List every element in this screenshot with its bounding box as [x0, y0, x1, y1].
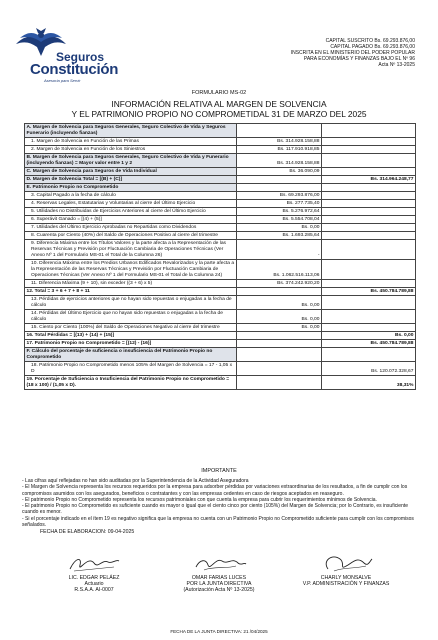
table-row [25, 192, 416, 200]
row-label: 1. Margen de Solvencia en Función de las Primas [25, 138, 237, 146]
row-label: 17. Patrimonio Propio no Comprometido = [(12) - (16)] [25, 340, 237, 348]
row-total-value [322, 154, 416, 168]
row-total-value: Bs. 314.964.248,77 [322, 176, 416, 184]
row-partial-value: Bs. 0,00 [237, 224, 322, 232]
row-partial-value: Bs. 36.090,09 [237, 168, 322, 176]
table-row [25, 310, 416, 324]
row-label: 4. Reservas Legales, Estatutarias y Voluntarias al cierre del Último Ejercicio [25, 200, 237, 208]
signature-name: CHARLY MONSALVE [320, 575, 372, 581]
row-partial-value: Bs. 117.910.918,85 [237, 146, 322, 154]
row-partial-value [237, 348, 322, 362]
row-label: 5. Utilidades no Distribuidas de Ejercicios Anteriores al cierre del Último Ejercicio [25, 208, 237, 216]
row-total-value: Bs. 450.784.789,88 [322, 288, 416, 296]
row-partial-value: Bs. 1.062.516.113,06 [237, 260, 322, 280]
company-logo [14, 26, 134, 82]
logo-text-constitucion: Constitución [30, 61, 119, 78]
row-total-value [322, 224, 416, 232]
signature-detail: R.S.A.A. AI-0007 [74, 587, 114, 594]
row-label: 18. Patrimonio Propio no Comprometido menos 105% del Margen de Solvencia = 17 - 1,05 x D [25, 362, 237, 376]
row-label: B. Margen de Solvencia para Seguros Generales, Seguro Colectivo de Vida y Funerario (incluyendo fianzas) = Mayor valor entre 1 y 2 [25, 154, 237, 168]
row-label: 10. Diferencia Máxima entre los Predios Urbanos Edificados Revalorizados y la parte afecta a la Representación de las Reservas Técnicas y Previsión por Fluctuación Cambiaria de Operaciones Técnicas (Ver Anexo Nº 1 del Formulario MS-01 el Total de la Columna 24) [25, 260, 237, 280]
row-partial-value: Bs. 69.293.876,00 [237, 192, 322, 200]
row-total-value [322, 324, 416, 332]
note-item: - El patrimonio Propio no Comprometido representa los recursos patrimoniales con que cuenta la empresa para cubrir los requerimientos mínimos de Solvencia. [22, 496, 377, 503]
row-partial-value: Bs. 0,00 [237, 324, 322, 332]
table-row [25, 138, 416, 146]
table-row [25, 376, 416, 390]
row-partial-value: Bs. 277.735,40 [237, 200, 322, 208]
row-total-value: Bs. 0,00 [322, 332, 416, 340]
table-row [25, 332, 416, 340]
table-row [25, 296, 416, 310]
table-row [25, 200, 416, 208]
row-total-value [322, 208, 416, 216]
row-partial-value: Bs. 5.276.972,64 [237, 208, 322, 216]
row-label: 9. Diferencia Máxima entre los Títulos Valores y la parte afecta a la Representación de las Reservas Técnicas y Previsión por Fluctuación Cambiaria de Operaciones Técnicas (Ver Anexo Nº 1 del Formulario MS-01 el Total de la Columna 26) [25, 240, 237, 260]
header [0, 0, 438, 84]
table-row [25, 154, 416, 168]
solvency-table [24, 123, 416, 390]
signature-role: POR LA JUNTA DIRECTIVA [186, 581, 252, 588]
row-label: 12. Total = 3 + 6 + 7 + 8 + 11 [25, 288, 237, 296]
row-partial-value: Bs. 314.928.158,88 [237, 138, 322, 146]
capital-line: CAPITAL SUSCRITO Bs. 69.293.876,00 [325, 38, 415, 44]
row-total-value: Bs. 450.784.789,88 [322, 340, 416, 348]
row-label: 14. Pérdidas del Último Ejercicio que no hayan sido repuestas o enjugadas a la fecha de cálculo [25, 310, 237, 324]
row-partial-value [237, 340, 322, 348]
row-total-value [322, 138, 416, 146]
table-row [25, 362, 416, 376]
note-item: - Si el porcentaje indicado en el ítem 19 es negativo significa que la empresa no cuenta con un Patrimonio Propio no Comprometido suficiente para cumplir con los compromisos señalados. [22, 515, 414, 529]
logo-text-seguros: Seguros [56, 50, 105, 64]
table-row [25, 208, 416, 216]
important-title: IMPORTANTE [201, 468, 237, 474]
row-total-value [322, 232, 416, 240]
row-label: E. Patrimonio Propio no Comprometido [25, 184, 237, 192]
row-label: D. Margen de Solvencia Total = [(B) + (C)] [25, 176, 237, 184]
note-item: - Las cifras aquí reflejadas no han sido auditadas por la Superintendencia de la Actividad Aseguradora [22, 478, 249, 484]
table-row [25, 288, 416, 296]
table-row [25, 240, 416, 260]
signature-block-actuary [38, 575, 150, 594]
table-row [25, 232, 416, 240]
row-partial-value: Bs. 5.554.708,04 [237, 216, 322, 224]
row-partial-value: Bs. 0,00 [237, 296, 322, 310]
note-item: - El Margen de Solvencia representa los recursos requeridos por la empresa para adsorber pérdidas por variaciones extraordinarias de los resultados, a fin de cumplir con los compromisos asumidos con los asegurados, beneficios o contratantes y con las empresas cedentes en caso de riesgos aceptados en reaseguro. [22, 484, 408, 497]
row-total-value [322, 192, 416, 200]
title-line-1: INFORMACIÓN RELATIVA AL MARGEN DE SOLVENCIA [111, 99, 327, 109]
table-row [25, 324, 416, 332]
row-label: 7. Utilidades del Último Ejercicio Aprobadas no Repartidas como Dividendos [25, 224, 237, 232]
row-label: F. Cálculo del porcentaje de suficiencia o insuficiencia del Patrimonio Propio no Comprometido [25, 348, 237, 362]
row-total-value [322, 146, 416, 154]
row-total-value [322, 200, 416, 208]
row-total-value [322, 280, 416, 288]
logo-tagline: Asesoría para Servir [44, 78, 81, 83]
row-partial-value: Bs. 1.693.285,64 [237, 232, 322, 240]
row-total-value [322, 216, 416, 224]
row-total-value [322, 260, 416, 280]
row-partial-value [237, 124, 322, 138]
row-total-value [322, 184, 416, 192]
table-row [25, 260, 416, 280]
table-row [25, 340, 416, 348]
table-row [25, 216, 416, 224]
handwritten-signature [318, 551, 374, 575]
capital-line: Acta Nº 13-2025 [378, 62, 415, 69]
row-total-value [322, 296, 416, 310]
row-partial-value: Bs. 0,00 [237, 310, 322, 324]
row-partial-value [237, 376, 322, 390]
row-partial-value: - [237, 240, 322, 260]
row-label: C. Margen de Solvencia para Seguros de Vida Individual [25, 168, 237, 176]
row-partial-value [237, 362, 322, 376]
row-partial-value: Bs. 314.928.158,88 [237, 154, 322, 168]
row-label: 2. Margen de Solvencia en Función de los Siniestros [25, 146, 237, 154]
table-row [25, 168, 416, 176]
row-total-value [322, 124, 416, 138]
row-label: 16. Total Pérdidas = [(13) + (14) + (15)] [25, 332, 237, 340]
row-partial-value: Bs. 374.242.920,20 [237, 280, 322, 288]
table-row [25, 280, 416, 288]
capital-line: PARA ECONOMÍAS Y FINANZAS BAJO EL Nº 96 [303, 56, 415, 63]
row-total-value: 38,31% [322, 376, 416, 390]
capital-line: CAPITAL PAGADO Bs. 69.293.876,00 [330, 44, 415, 51]
form-label: FORMULARIO MS-02 [191, 90, 247, 96]
elaboration-date: FECHA DE ELABORACION: 09-04-2025 [40, 529, 135, 535]
row-label: A. Margen de Solvencia para Seguros Generales, Seguro Colectivo de Vida y Seguros Funerario (incluyendo fianzas) [25, 124, 237, 138]
capital-line: INSCRITA EN EL MINISTERIO DEL PODER POPULAR [290, 50, 415, 57]
row-partial-value [237, 176, 322, 184]
signature-name: LIC. EDGAR PELÁEZ [68, 575, 120, 581]
row-partial-value [237, 288, 322, 296]
note-item: - El patrimonio Propio no Comprometido es suficiente cuando es mayor o igual que el ciento cinco por ciento (105%) del Margen de Solvencia; por lo Contrario, es insuficiente cuando es menor. [22, 503, 409, 516]
row-total-value [322, 348, 416, 362]
document-title [0, 100, 438, 119]
table-row [25, 124, 416, 138]
signature-block-board [162, 575, 276, 594]
notes [22, 478, 420, 528]
capital-info [291, 38, 415, 68]
row-total-value [322, 240, 416, 260]
row-partial-value [237, 184, 322, 192]
handwritten-signature [192, 553, 248, 575]
table-row [25, 348, 416, 362]
row-total-value: Bs. 120.072.328,67 [322, 362, 416, 376]
table-row [25, 146, 416, 154]
row-total-value [322, 310, 416, 324]
row-partial-value [237, 332, 322, 340]
signature-detail: (Autorización Acta Nº 13-2025) [183, 587, 255, 594]
title-line-2: Y EL PATRIMONIO PROPIO NO COMPROMETIDAL 31 DE MARZO DEL 2025 [71, 108, 367, 119]
row-label: 13. Pérdidas de ejercicios anteriores que no hayan sido repuestas o enjugadas a la fecha de cálculo [25, 296, 237, 310]
row-label: 11. Diferencia Máxima (9 + 10), sin exceder ((3 + 6) x 5) [25, 280, 237, 288]
row-label: 3. Capital Pagado a la fecha de cálculo [25, 192, 237, 200]
board-date-footer: FECHA DE LA JUNTA DIRECTIVA: 21 /04/2025 [170, 629, 268, 634]
signature-name: OMAR FARIAS LUCES [191, 575, 247, 581]
row-label: 6. Superávit Ganado = [(4) + (5)] [25, 216, 237, 224]
handwritten-signature [66, 553, 122, 575]
row-label: 8. Cuarenta por Ciento (40%) del Saldo de Operaciones Positivo al cierre del trimestre [25, 232, 237, 240]
row-label: 19. Porcentaje de Suficiencia o Insuficiencia del Patrimonio Propio no Comprometido = (18 x 100) / (1,05 x D). [25, 376, 237, 390]
table-row [25, 224, 416, 232]
signature-role: Actuario [84, 581, 104, 588]
signature-block-finance [288, 575, 404, 587]
table-row [25, 176, 416, 184]
table-row [25, 184, 416, 192]
signature-role: V.P. ADMINISTRACIÓN Y FINANZAS [302, 581, 390, 588]
row-total-value [322, 168, 416, 176]
row-label: 15. Ciento por Ciento (100%) del Saldo de Operaciones Negativo al cierre del trimestre [25, 324, 237, 332]
